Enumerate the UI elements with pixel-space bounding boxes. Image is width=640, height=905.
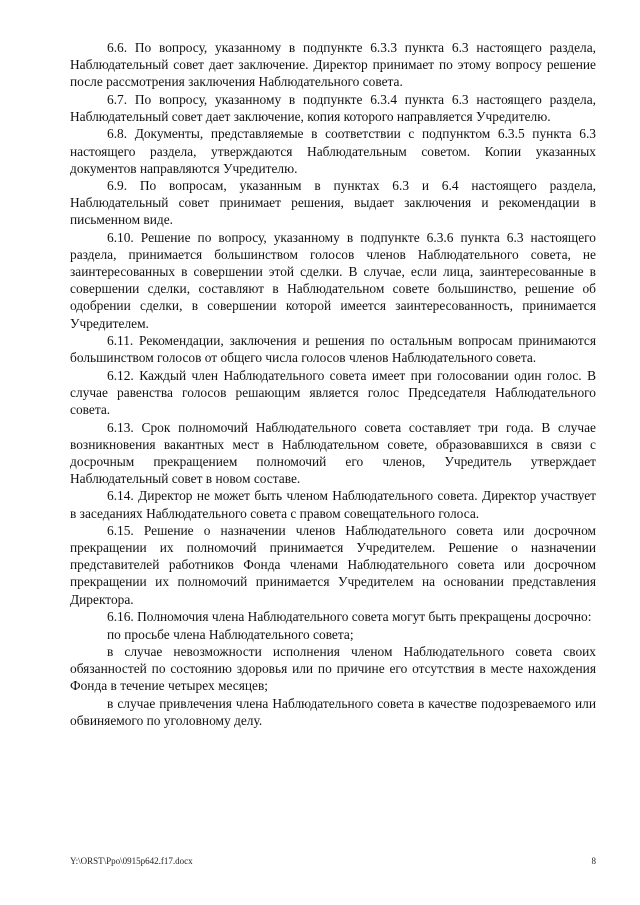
paragraph-6-8: 6.8. Документы, представляемые в соответствии с подпунктом 6.3.5 пункта 6.3 настоящего раздела, утверждаются Наблюдательным советом. Копии указанных документов направляются Учредителю. (70, 126, 596, 176)
page-number: 8 (591, 856, 596, 866)
paragraph-6-11: 6.11. Рекомендации, заключения и решения по остальным вопросам принимаются большинством голосов от общего числа голосов членов Наблюдательного совета. (70, 333, 596, 366)
paragraph-6-9: 6.9. По вопросам, указанным в пунктах 6.3 и 6.4 настоящего раздела, Наблюдательный совет принимает решения, выдает заключения и рекомендации в письменном виде. (70, 178, 596, 228)
list-item-request: по просьбе члена Наблюдательного совета; (107, 626, 354, 642)
paragraph-6-13: 6.13. Срок полномочий Наблюдательного совета составляет три года. В случае возникновения вакантных мест в Наблюдательном совете, образовавшихся в связи с досрочным прекращением полномочий его членов, Учредитель утверждает Наблюдательный совет в новом составе. (70, 419, 596, 486)
paragraph-6-15: 6.15. Решение о назначении членов Наблюдательного совета или досрочном прекращении их полномочий принимается Учредителем. Решение о назначении представителей работников Фонда членами Наблюдательного совета или досрочном прекращении их полномочий принимается Учредителем на основании представления Директора. (70, 523, 596, 607)
paragraph-6-14: 6.14. Директор не может быть членом Наблюдательного совета. Директор участвует в заседаниях Наблюдательного совета с правом совещательного голоса. (70, 488, 596, 521)
document-body (70, 39, 596, 730)
paragraph-6-16: 6.16. Полномочия члена Наблюдательного совета могут быть прекращены досрочно: (107, 609, 592, 625)
list-item-criminal-case: в случае привлечения члена Наблюдательного совета в качестве подозреваемого или обвиняемого по уголовному делу. (70, 696, 596, 729)
paragraph-6-12: 6.12. Каждый член Наблюдательного совета имеет при голосовании один голос. В случае равенства голосов решающим является голос Председателя Наблюдательного совета. (70, 367, 596, 417)
paragraph-6-6: 6.6. По вопросу, указанному в подпункте 6.3.3 пункта 6.3 настоящего раздела, Наблюдательный совет дает заключение. Директор принимает по этому вопросу решение после рассмотрения заключения Наблюдательного совета. (70, 40, 596, 90)
paragraph-6-10: 6.10. Решение по вопросу, указанному в подпункте 6.3.6 пункта 6.3 настоящего раздела, принимается большинством голосов членов Наблюдательного совета, не заинтересованных в совершении этой сделки. В случае, если лица, заинтересованные в совершении сделки, составляют в Наблюдательном совете большинство, решение об одобрении сделки, в совершении которой имеется заинтересованность, принимается Учредителем. (70, 230, 596, 331)
paragraph-6-7: 6.7. По вопросу, указанному в подпункте 6.3.4 пункта 6.3 настоящего раздела, Наблюдательный совет дает заключение, копия которого направляется Учредителю. (70, 91, 596, 124)
footer-file-path: Y:\ORST\Ppo\0915p642.f17.docx (70, 856, 193, 866)
list-item-health: в случае невозможности исполнения членом Наблюдательного совета своих обязанностей по состоянию здоровья или по причине его отсутствия в месте нахождения Фонда в течение четырех месяцев; (70, 644, 596, 694)
